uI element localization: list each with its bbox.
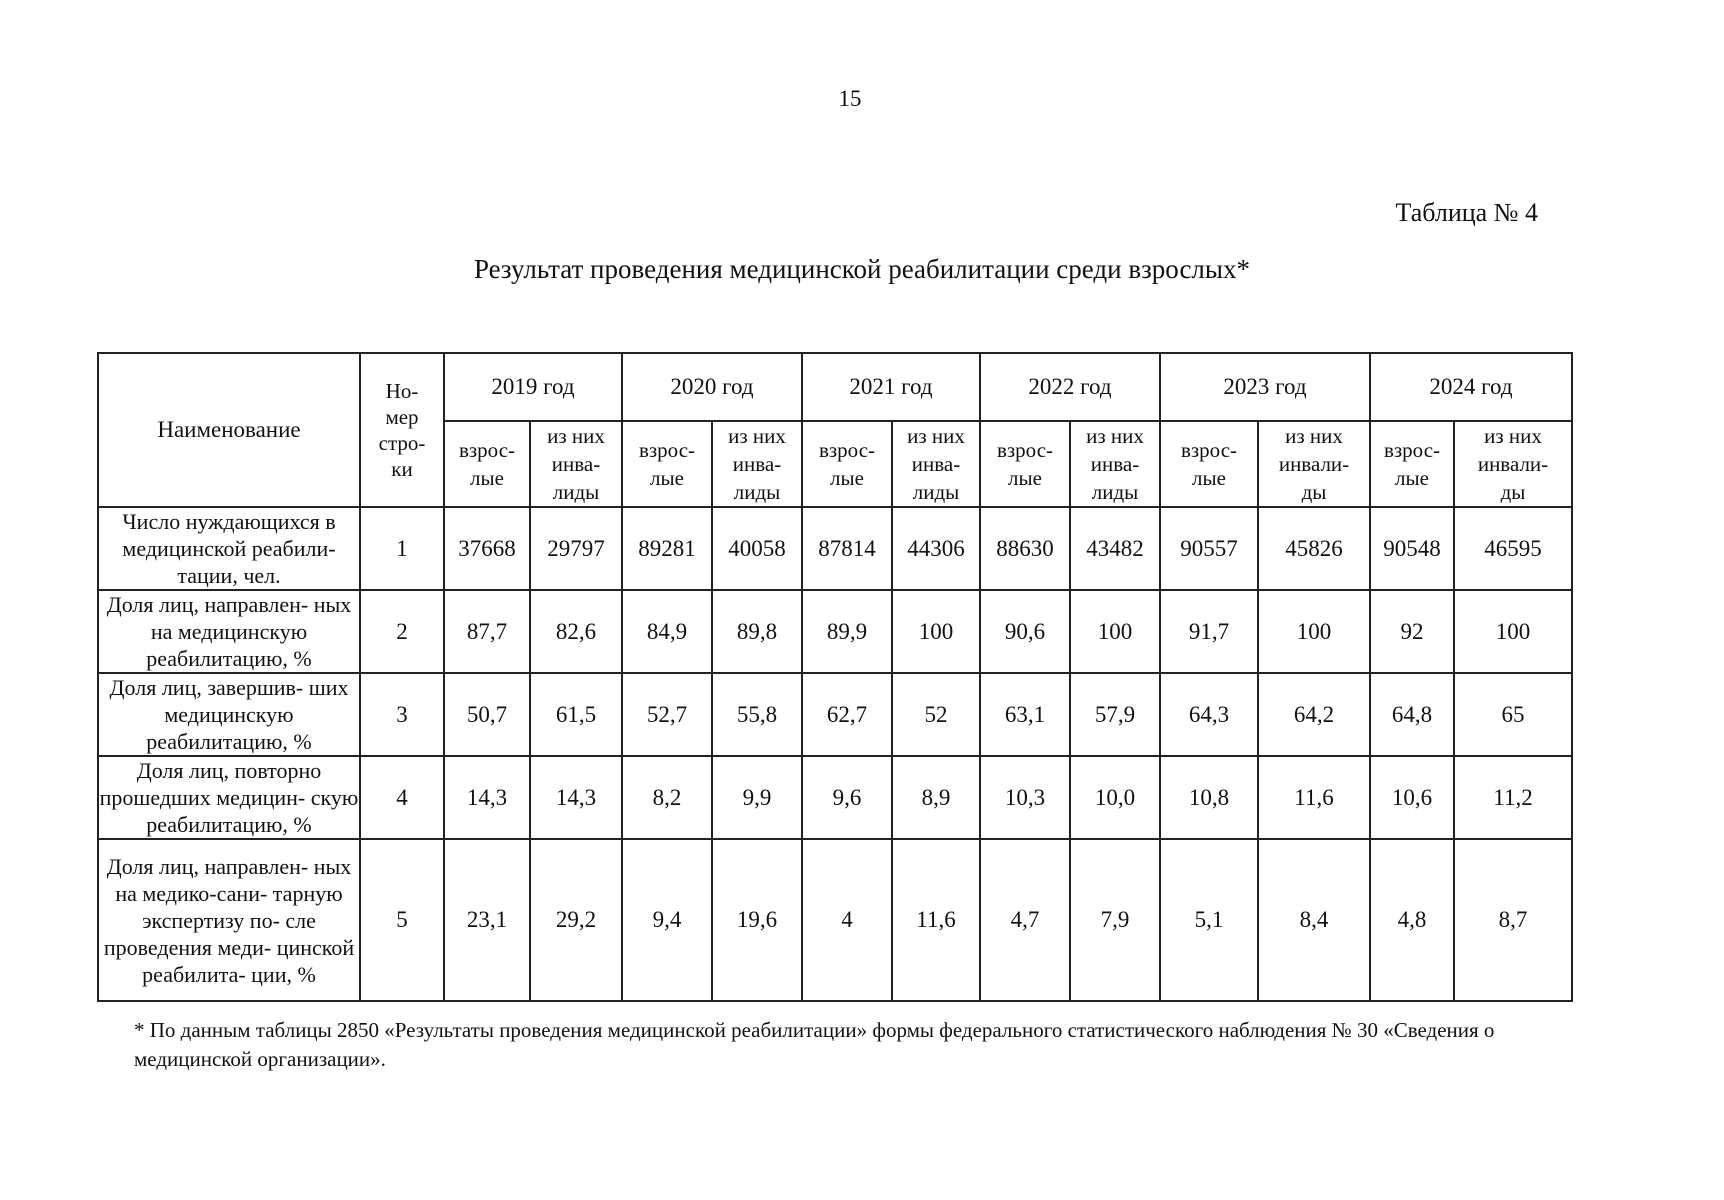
row-line-number: 3 [360, 673, 444, 756]
value-cell: 87,7 [444, 590, 530, 673]
table-label: Таблица № 4 [1395, 198, 1538, 227]
value-cell: 61,5 [530, 673, 622, 756]
value-cell: 10,6 [1370, 756, 1454, 839]
value-cell: 82,6 [530, 590, 622, 673]
value-cell: 100 [1454, 590, 1572, 673]
row-line-number: 5 [360, 839, 444, 1001]
value-cell: 55,8 [712, 673, 802, 756]
value-cell: 90557 [1160, 507, 1258, 590]
value-cell: 10,3 [980, 756, 1070, 839]
year-header: 2023 год [1160, 353, 1370, 421]
value-cell: 65 [1454, 673, 1572, 756]
row-name: Доля лиц, повторно прошедших медицин- скую реабилитацию, % [99, 758, 359, 837]
value-cell: 4,7 [980, 839, 1070, 1001]
year-header: 2021 год [802, 353, 980, 421]
value-cell: 11,2 [1454, 756, 1572, 839]
value-cell: 91,7 [1160, 590, 1258, 673]
value-cell: 8,2 [622, 756, 712, 839]
value-cell: 50,7 [444, 673, 530, 756]
row-name: Доля лиц, завершив- ших медицинскую реабилитацию, % [98, 673, 360, 756]
value-cell: 64,8 [1370, 673, 1454, 756]
value-cell: 52 [892, 673, 980, 756]
value-cell: 29797 [530, 507, 622, 590]
value-cell: 43482 [1070, 507, 1160, 590]
table-row [98, 756, 1572, 839]
value-cell: 40058 [712, 507, 802, 590]
rehabilitation-table [97, 352, 1573, 1002]
disabled-header: из них инва- лиды [892, 421, 980, 507]
year-header: 2020 год [622, 353, 802, 421]
value-cell: 4 [802, 839, 892, 1001]
row-line-number: 1 [360, 507, 444, 590]
value-cell: 29,2 [530, 839, 622, 1001]
value-cell: 100 [892, 590, 980, 673]
value-cell: 92 [1370, 590, 1454, 673]
disabled-header: из них инва- лиды [530, 421, 622, 507]
value-cell: 23,1 [444, 839, 530, 1001]
value-cell: 46595 [1454, 507, 1572, 590]
table-title: Результат проведения медицинской реабилитации среди взрослых* [473, 254, 1251, 284]
value-cell: 5,1 [1160, 839, 1258, 1001]
year-header: 2024 год [1370, 353, 1572, 421]
value-cell: 44306 [892, 507, 980, 590]
disabled-header: из них инва- лиды [712, 421, 802, 507]
disabled-header: из них инвали- ды [1258, 421, 1370, 507]
row-name: Число нуждающихся в медицинской реабили- тации, чел. [98, 507, 360, 590]
value-cell: 63,1 [980, 673, 1070, 756]
adults-header: взрос- лые [1160, 421, 1258, 507]
value-cell: 7,9 [1070, 839, 1160, 1001]
name-header: Наименование [98, 353, 360, 507]
value-cell: 45826 [1258, 507, 1370, 590]
footnote: * По данным таблицы 2850 «Результаты проведения медицинской реабилитации» формы федерального статистического наблюдения № 30 «Сведения о медицинской организации». [134, 1018, 1495, 1071]
value-cell: 8,9 [892, 756, 980, 839]
table-row [98, 590, 1572, 673]
line-number-header: Но- мер стро- ки [360, 353, 444, 507]
disabled-header: из них инва- лиды [1070, 421, 1160, 507]
disabled-header: из них инвали- ды [1454, 421, 1572, 507]
table-row [98, 839, 1572, 1001]
value-cell: 9,6 [802, 756, 892, 839]
value-cell: 9,4 [622, 839, 712, 1001]
page-number: 15 [838, 86, 862, 111]
adults-header: взрос- лые [802, 421, 892, 507]
value-cell: 62,7 [802, 673, 892, 756]
value-cell: 8,4 [1258, 839, 1370, 1001]
value-cell: 90,6 [980, 590, 1070, 673]
value-cell: 89,8 [712, 590, 802, 673]
row-name: Доля лиц, направлен- ных на медицинскую реабилитацию, % [98, 590, 360, 673]
table-row [98, 507, 1572, 590]
value-cell: 4,8 [1370, 839, 1454, 1001]
value-cell: 14,3 [444, 756, 530, 839]
value-cell: 87814 [802, 507, 892, 590]
value-cell: 64,2 [1258, 673, 1370, 756]
row-name: Доля лиц, направлен- ных на медико-сани- тарную экспертизу по- сле проведения меди- цинской реабилита- ции, % [98, 839, 360, 1001]
adults-header: взрос- лые [1370, 421, 1454, 507]
value-cell: 52,7 [622, 673, 712, 756]
year-header: 2022 год [980, 353, 1160, 421]
value-cell: 14,3 [530, 756, 622, 839]
adults-header: взрос- лые [622, 421, 712, 507]
value-cell: 57,9 [1070, 673, 1160, 756]
value-cell: 10,8 [1160, 756, 1258, 839]
value-cell: 37668 [444, 507, 530, 590]
value-cell: 10,0 [1070, 756, 1160, 839]
value-cell: 84,9 [622, 590, 712, 673]
value-cell: 100 [1258, 590, 1370, 673]
value-cell: 9,9 [712, 756, 802, 839]
value-cell: 19,6 [712, 839, 802, 1001]
value-cell: 64,3 [1160, 673, 1258, 756]
value-cell: 88630 [980, 507, 1070, 590]
value-cell: 89,9 [802, 590, 892, 673]
year-header: 2019 год [444, 353, 622, 421]
header-row-years [98, 353, 1572, 421]
value-cell: 89281 [622, 507, 712, 590]
table-row [98, 673, 1572, 756]
row-line-number: 4 [360, 756, 444, 839]
adults-header: взрос- лые [980, 421, 1070, 507]
adults-header: взрос- лые [444, 421, 530, 507]
value-cell: 11,6 [892, 839, 980, 1001]
value-cell: 100 [1070, 590, 1160, 673]
row-line-number: 2 [360, 590, 444, 673]
value-cell: 90548 [1370, 507, 1454, 590]
value-cell: 11,6 [1258, 756, 1370, 839]
value-cell: 8,7 [1454, 839, 1572, 1001]
